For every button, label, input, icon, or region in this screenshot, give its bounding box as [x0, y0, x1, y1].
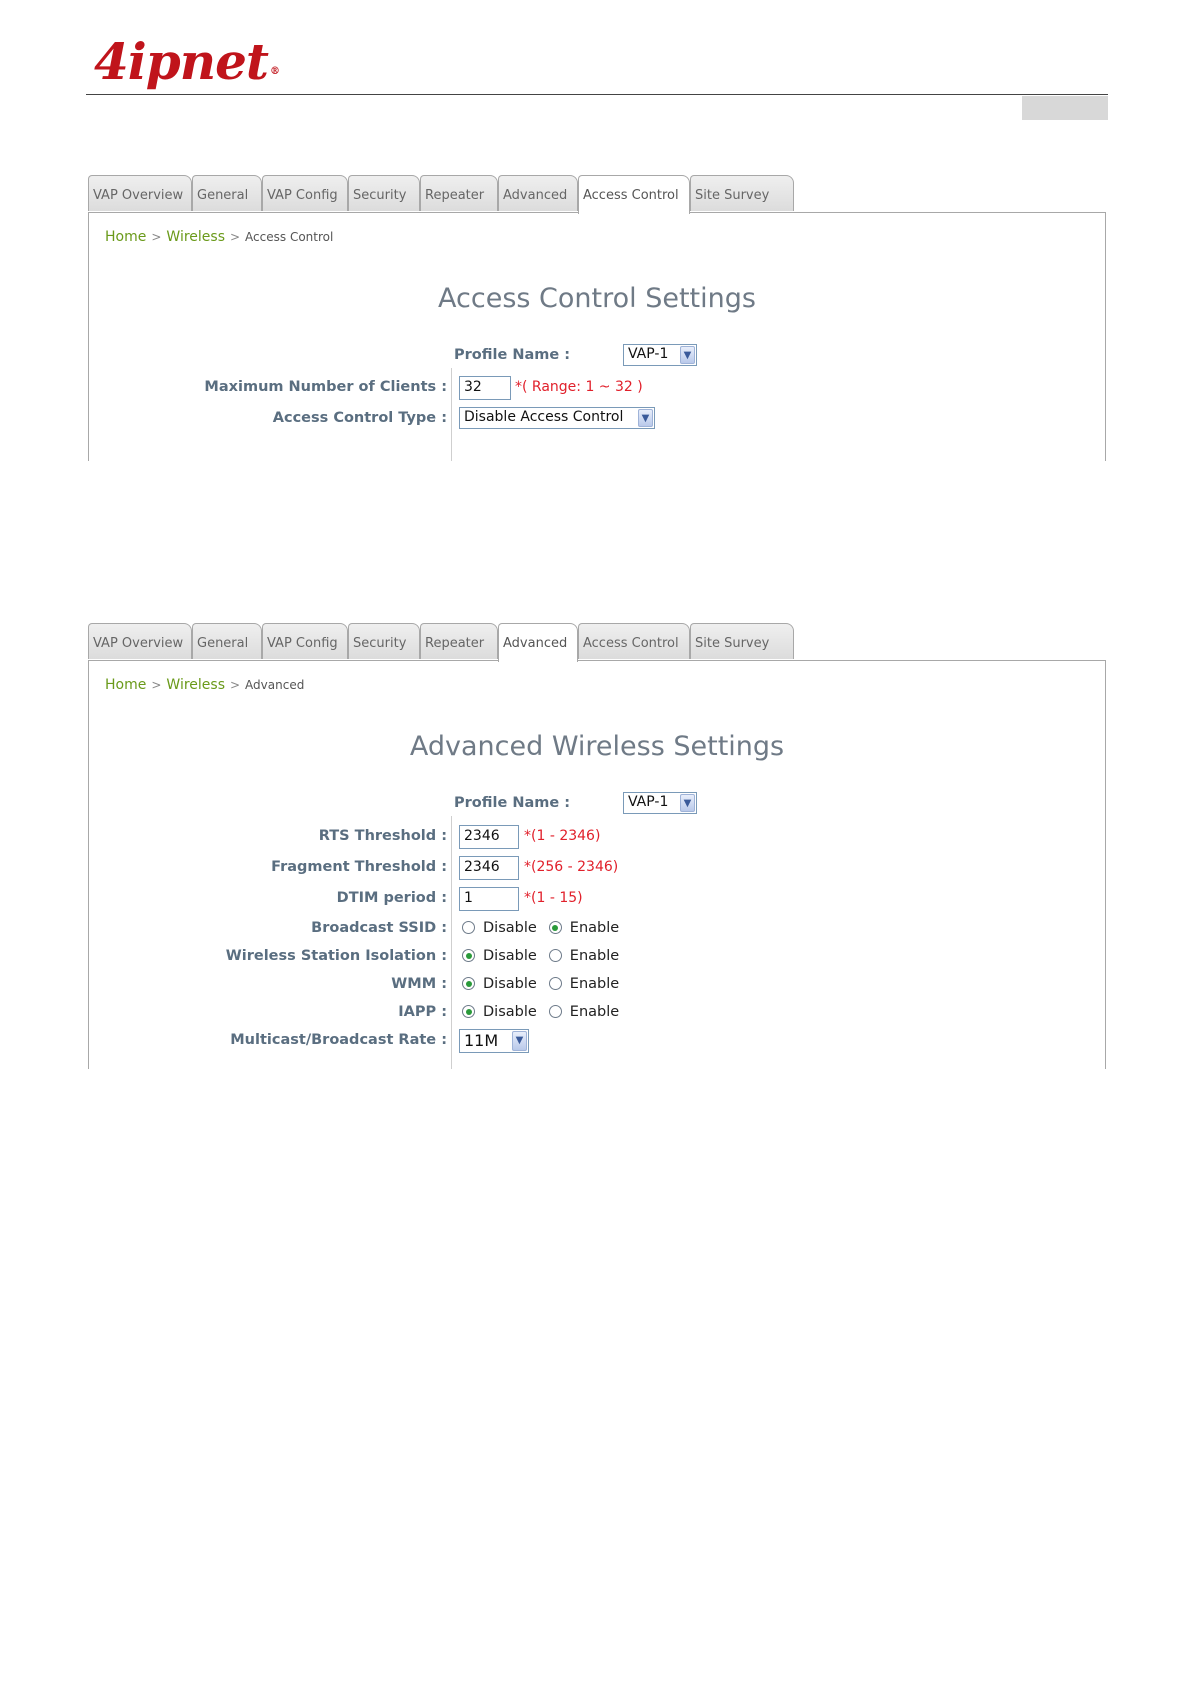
breadcrumb-separator: >: [151, 230, 162, 244]
profile-name-value: VAP-1: [628, 794, 669, 810]
tab-vap-overview[interactable]: VAP Overview: [88, 623, 192, 659]
radio-label: Disable: [483, 1004, 537, 1020]
radio-label: Disable: [483, 948, 537, 964]
tab-bar: [88, 623, 1106, 661]
wmm-label: WMM :: [391, 976, 447, 992]
station-isolation-enable-radio[interactable]: [549, 949, 562, 962]
radio-label: Enable: [569, 976, 620, 992]
iapp-radio-group: [462, 1004, 631, 1020]
profile-name-value: VAP-1: [628, 346, 669, 362]
tab-bar: [88, 175, 1106, 213]
brand-logo: [94, 32, 280, 92]
form-divider: [451, 816, 452, 1069]
rts-threshold-input[interactable]: 2346: [459, 825, 519, 849]
page-title: Access Control Settings: [438, 283, 756, 314]
station-isolation-radio-group: [462, 948, 631, 964]
broadcast-ssid-disable-radio[interactable]: [462, 921, 475, 934]
wmm-disable-radio[interactable]: [462, 977, 475, 990]
profile-name-label: Profile Name :: [454, 347, 571, 363]
access-control-screenshot: [88, 175, 1106, 460]
tab-access-control[interactable]: Access Control: [578, 175, 690, 214]
tab-general[interactable]: General: [192, 175, 262, 211]
tab-vap-overview[interactable]: VAP Overview: [88, 175, 192, 211]
dtim-period-input[interactable]: 1: [459, 887, 519, 911]
tab-site-survey[interactable]: Site Survey: [690, 175, 794, 211]
iapp-enable-radio[interactable]: [549, 1005, 562, 1018]
page-title: Advanced Wireless Settings: [409, 731, 785, 762]
tab-repeater[interactable]: Repeater: [420, 175, 498, 211]
rts-threshold-label: RTS Threshold :: [318, 828, 447, 844]
breadcrumb-wireless[interactable]: Wireless: [166, 677, 225, 693]
advanced-screenshot: [88, 623, 1106, 1068]
dtim-period-hint: *(1 - 15): [524, 890, 583, 906]
content-panel: [88, 660, 1106, 1069]
tab-security[interactable]: Security: [348, 623, 420, 659]
breadcrumb-separator: >: [229, 678, 241, 692]
radio-label: Enable: [569, 1004, 620, 1020]
access-control-type-label: Access Control Type :: [272, 410, 447, 426]
radio-label: Disable: [483, 920, 537, 936]
broadcast-ssid-radio-group: [462, 920, 631, 936]
wmm-enable-radio[interactable]: [549, 977, 562, 990]
access-control-type-select[interactable]: [459, 407, 655, 429]
breadcrumb-separator: >: [151, 678, 162, 692]
form-divider: [451, 368, 452, 461]
breadcrumb-home[interactable]: Home: [105, 229, 147, 245]
breadcrumb: [105, 229, 333, 245]
station-isolation-disable-radio[interactable]: [462, 949, 475, 962]
iapp-label: IAPP :: [398, 1004, 447, 1020]
tab-security[interactable]: Security: [348, 175, 420, 211]
radio-label: Enable: [569, 948, 620, 964]
content-panel: [88, 212, 1106, 461]
chevron-down-icon[interactable]: ▼: [512, 1031, 527, 1051]
station-isolation-label: Wireless Station Isolation :: [225, 948, 447, 964]
max-clients-label: Maximum Number of Clients :: [204, 379, 447, 395]
wmm-radio-group: [462, 976, 631, 992]
chevron-down-icon[interactable]: ▼: [638, 409, 653, 427]
broadcast-ssid-enable-radio[interactable]: [549, 921, 562, 934]
rts-threshold-hint: *(1 - 2346): [524, 828, 601, 844]
breadcrumb-separator: >: [229, 230, 241, 244]
profile-name-label: Profile Name :: [454, 795, 571, 811]
dtim-period-label: DTIM period :: [336, 890, 447, 906]
logo-text: 4ipnet: [94, 32, 269, 91]
tab-vap-config[interactable]: VAP Config: [262, 175, 348, 211]
multicast-rate-select[interactable]: [459, 1029, 529, 1053]
multicast-rate-label: Multicast/Broadcast Rate :: [230, 1032, 447, 1048]
fragment-threshold-input[interactable]: 2346: [459, 856, 519, 880]
access-control-type-value: Disable Access Control: [464, 409, 624, 425]
breadcrumb-home[interactable]: Home: [105, 677, 147, 693]
max-clients-hint: *( Range: 1 ~ 32 ): [515, 379, 643, 395]
tab-access-control[interactable]: Access Control: [578, 623, 690, 659]
tab-general[interactable]: General: [192, 623, 262, 659]
profile-name-select[interactable]: [623, 792, 697, 814]
breadcrumb: [105, 677, 304, 693]
chevron-down-icon[interactable]: ▼: [680, 794, 695, 812]
header-page-box: [1022, 96, 1108, 120]
tab-advanced[interactable]: Advanced: [498, 623, 578, 662]
header-divider: [86, 94, 1108, 95]
tab-site-survey[interactable]: Site Survey: [690, 623, 794, 659]
radio-label: Enable: [569, 920, 620, 936]
registered-mark: ®: [270, 66, 280, 77]
tab-vap-config[interactable]: VAP Config: [262, 623, 348, 659]
fragment-threshold-hint: *(256 - 2346): [524, 859, 619, 875]
broadcast-ssid-label: Broadcast SSID :: [311, 920, 447, 936]
fragment-threshold-label: Fragment Threshold :: [271, 859, 447, 875]
tab-repeater[interactable]: Repeater: [420, 623, 498, 659]
radio-label: Disable: [483, 976, 537, 992]
multicast-rate-value: 11M: [464, 1031, 499, 1050]
chevron-down-icon[interactable]: ▼: [680, 346, 695, 364]
breadcrumb-current: Access Control: [245, 230, 334, 244]
max-clients-input[interactable]: 32: [459, 376, 511, 400]
iapp-disable-radio[interactable]: [462, 1005, 475, 1018]
tab-advanced[interactable]: Advanced: [498, 175, 578, 211]
breadcrumb-current: Advanced: [245, 678, 305, 692]
breadcrumb-wireless[interactable]: Wireless: [166, 229, 225, 245]
profile-name-select[interactable]: [623, 344, 697, 366]
